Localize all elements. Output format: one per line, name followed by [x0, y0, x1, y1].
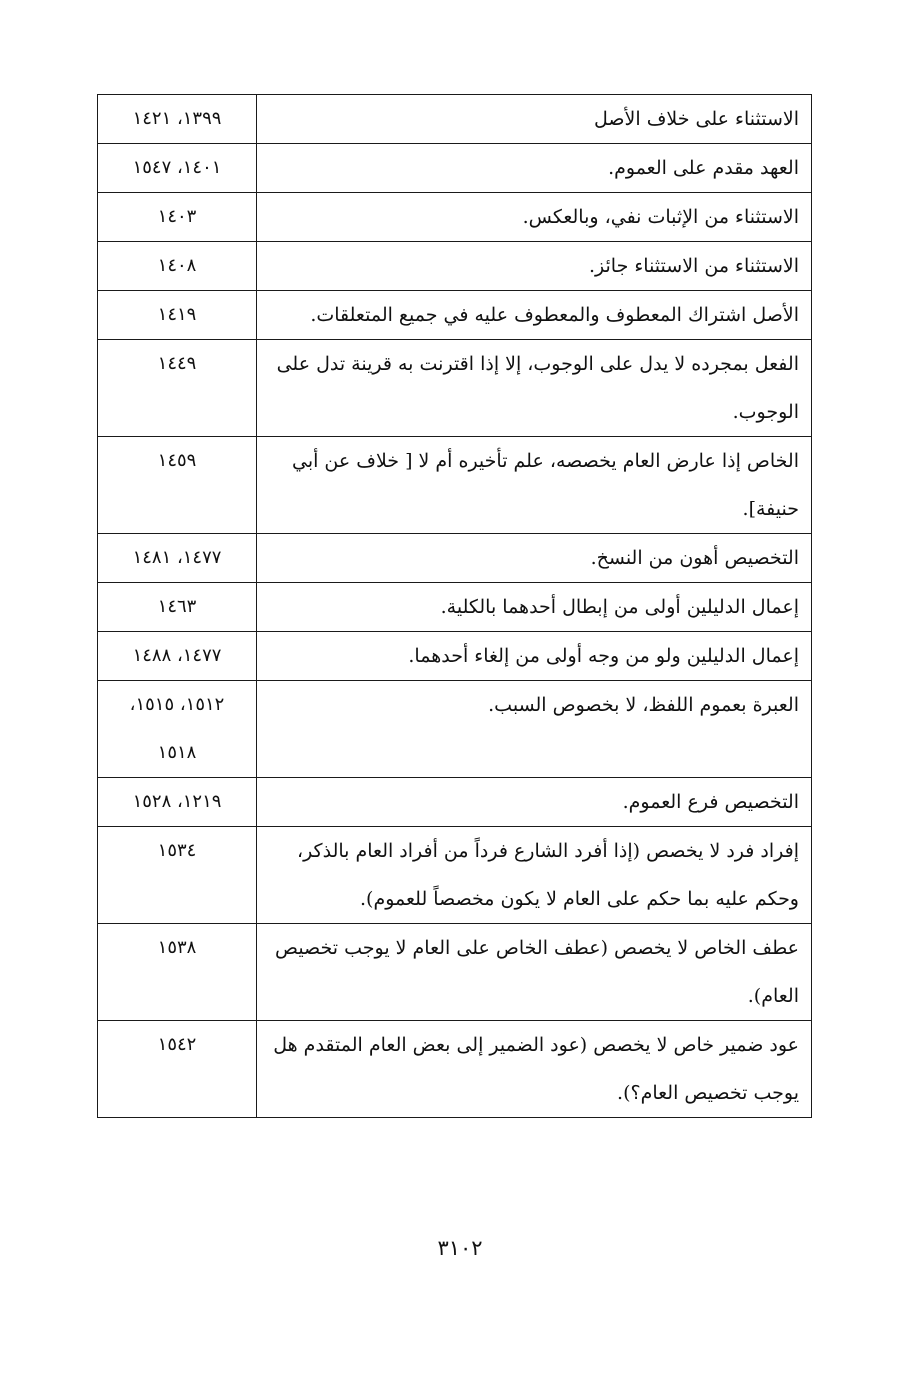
rule-text: التخصيص أهون من النسخ.: [257, 534, 812, 583]
table-row: [98, 534, 812, 583]
page-references: [98, 827, 257, 924]
page-reference-line: ١٤٧٧، ١٤٨١: [132, 547, 222, 568]
page-reference-line: ١٥١٢، ١٥١٥،: [129, 694, 225, 715]
table-row: [98, 242, 812, 291]
rule-text: عود ضمير خاص لا يخصص (عود الضمير إلى بعض العام المتقدم هل يوجب تخصيص العام؟).: [257, 1021, 812, 1118]
rule-text: إعمال الدليلين أولى من إبطال أحدهما بالكلية.: [257, 583, 812, 632]
page-reference-line: ١٥٤٢: [157, 1034, 197, 1055]
rule-text: التخصيص فرع العموم.: [257, 778, 812, 827]
rule-text: الفعل بمجرده لا يدل على الوجوب، إلا إذا اقترنت به قرينة تدل على الوجوب.: [257, 340, 812, 437]
table-row: [98, 778, 812, 827]
rule-text: الخاص إذا عارض العام يخصصه، علم تأخيره أم لا [ خلاف عن أبي حنيفة].: [257, 437, 812, 534]
rule-text: الاستثناء على خلاف الأصل: [257, 95, 812, 144]
table-row: [98, 437, 812, 534]
page-references: [98, 340, 257, 437]
rule-text: عطف الخاص لا يخصص (عطف الخاص على العام لا يوجب تخصيص العام).: [257, 924, 812, 1021]
page-references: [98, 681, 257, 778]
page-references: [98, 632, 257, 681]
rule-text: إفراد فرد لا يخصص (إذا أفرد الشارع فرداً من أفراد العام بالذكر، وحكم عليه بما حكم على العام لا يكون مخصصاً للعموم).: [257, 827, 812, 924]
page-references: [98, 291, 257, 340]
table-row: [98, 632, 812, 681]
table-row: [98, 1021, 812, 1118]
rule-text: العهد مقدم على العموم.: [257, 144, 812, 193]
table-row: [98, 193, 812, 242]
rule-text: إعمال الدليلين ولو من وجه أولى من إلغاء أحدهما.: [257, 632, 812, 681]
page-reference-line: ١٤٥٩: [157, 450, 197, 471]
table-row: [98, 95, 812, 144]
table-row: [98, 681, 812, 778]
page-references: [98, 778, 257, 827]
table-row: [98, 924, 812, 1021]
rules-index-table: [97, 94, 812, 1118]
page-references: [98, 1021, 257, 1118]
page-references: [98, 242, 257, 291]
page-reference-line: ١٤٦٣: [157, 596, 197, 617]
page-references: [98, 583, 257, 632]
page-references: [98, 924, 257, 1021]
rule-text: العبرة بعموم اللفظ، لا بخصوص السبب.: [257, 681, 812, 778]
page-reference-line: ١٢١٩، ١٥٢٨: [132, 791, 222, 812]
page-number: ٣١٠٢: [437, 1236, 483, 1260]
page-reference-line: ١٥٣٤: [157, 840, 197, 861]
page-reference-line: ١٥١٨: [157, 742, 197, 763]
page-reference-line: ١٤٧٧، ١٤٨٨: [132, 645, 222, 666]
page-reference-line: ١٤٠١، ١٥٤٧: [132, 157, 222, 178]
rules-index-body: [98, 95, 812, 1118]
page-references: [98, 144, 257, 193]
table-row: [98, 827, 812, 924]
page-reference-line: ١٤٠٣: [157, 206, 197, 227]
page-references: [98, 95, 257, 144]
table-row: [98, 583, 812, 632]
rule-text: الاستثناء من الاستثناء جائز.: [257, 242, 812, 291]
table-row: [98, 291, 812, 340]
page-reference-line: ١٤٤٩: [157, 353, 197, 374]
table-row: [98, 144, 812, 193]
table-row: [98, 340, 812, 437]
page-references: [98, 437, 257, 534]
page-reference-line: ١٣٩٩، ١٤٢١: [132, 108, 222, 129]
page-reference-line: ١٤١٩: [157, 304, 197, 325]
page-references: [98, 193, 257, 242]
rule-text: الاستثناء من الإثبات نفي، وبالعكس.: [257, 193, 812, 242]
rule-text: الأصل اشتراك المعطوف والمعطوف عليه في جميع المتعلقات.: [257, 291, 812, 340]
page-reference-line: ١٥٣٨: [157, 937, 197, 958]
page-reference-line: ١٤٠٨: [157, 255, 197, 276]
page-references: [98, 534, 257, 583]
